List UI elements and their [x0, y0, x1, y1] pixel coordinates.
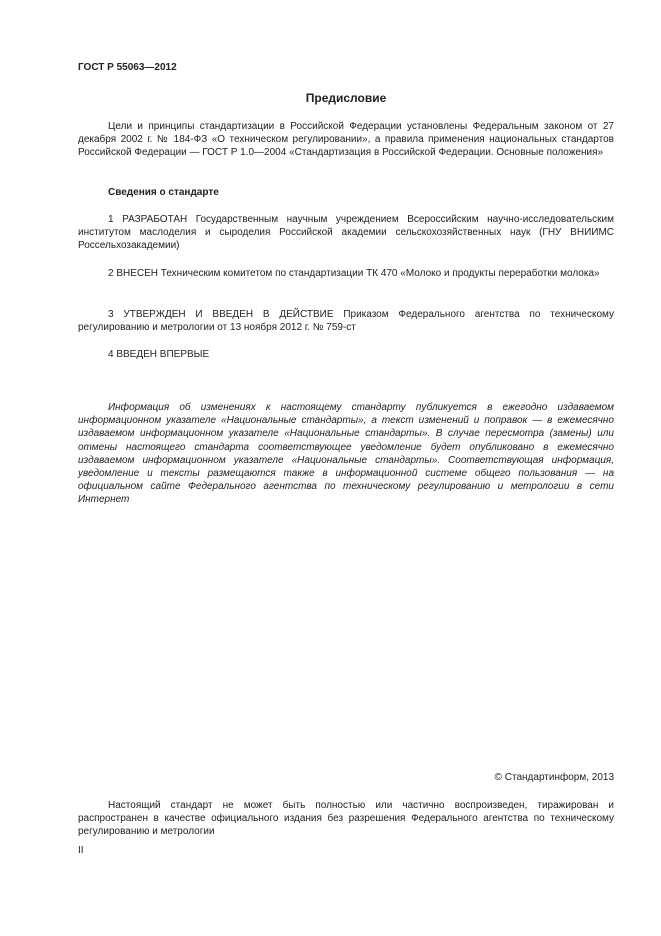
document-code: ГОСТ Р 55063—2012: [78, 62, 177, 73]
preface-title: Предисловие: [305, 91, 387, 105]
copyright: © Стандартинформ, 2013: [494, 772, 614, 783]
page-number: II: [78, 845, 84, 856]
item-first-introduced: 4 ВВЕДЕН ВПЕРВЫЕ: [108, 349, 210, 360]
item-developed: 1 РАЗРАБОТАН Государственным научным учреждением Всероссийским научно-исследовательским институтом маслоделия и сыроделия Российской академии сельскохозяйственных наук (ГНУ ВНИИМС Россельхозакадемии): [78, 214, 614, 252]
item-introduced: 2 ВНЕСЕН Техническим комитетом по стандартизации ТК 470 «Молоко и продукты переработки молока»: [108, 268, 600, 279]
changes-info: Информация об изменениях к настоящему стандарту публикуется в ежегодно издаваемом информационном указателе «Национальные стандарты», а текст изменений и поправок — в ежемесячно издаваемом информационном указателе «Национальные стандарты». В случае пересмотра (замены) или отмены настоящего стандарта соответствующее уведомление будет опубликовано в ежемесячно издаваемом информационном указателе «Национальные стандарты». Соответствующая информация, уведомление и тексты размещаются также в информационной системе общего пользования — на официальном сайте Федерального агентства по техническому регулированию и метрологии в сети Интернет: [78, 402, 614, 506]
preface-intro: Цели и принципы стандартизации в Российской Федерации установлены Федеральным законом от 27 декабря 2002 г. № 184-ФЗ «О техническом регулировании», а правила применения национальных стандартов Российской Федерации — ГОСТ Р 1.0—2004 «Стандартизация в Российской Федерации. Основные положения»: [78, 121, 614, 159]
item-approved: 3 УТВЕРЖДЕН И ВВЕДЕН В ДЕЙСТВИЕ Приказом Федерального агентства по техническому регулированию и метрологии от 13 ноября 2012 г. № 759-ст: [78, 309, 614, 334]
reproduction-notice: Настоящий стандарт не может быть полностью или частично воспроизведен, тиражирован и распространен в качестве официального издания без разрешения Федерального агентства по техническому регулированию и метрологии: [78, 800, 614, 838]
standard-info-heading: Сведения о стандарте: [108, 187, 219, 198]
